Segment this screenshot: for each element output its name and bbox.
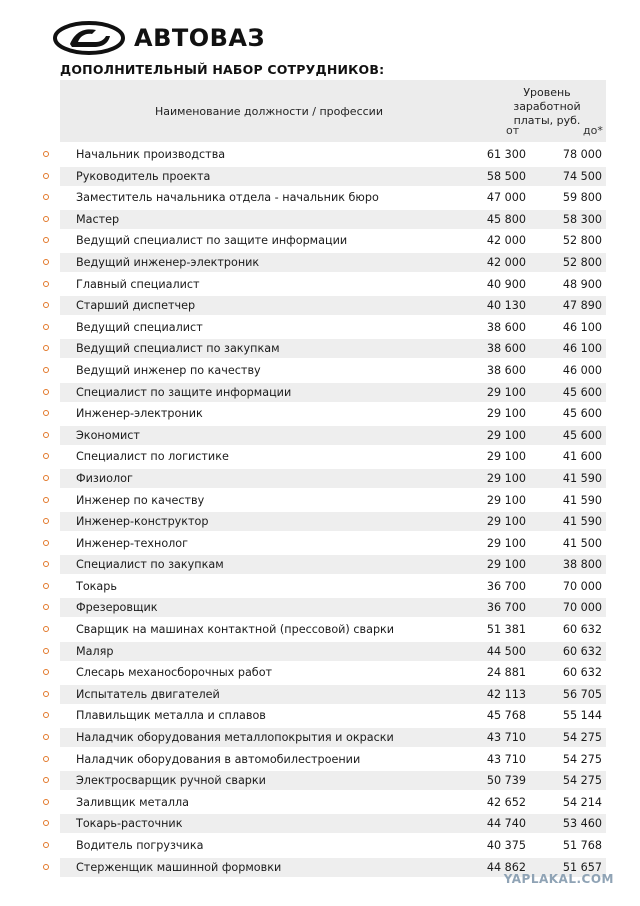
bullet-circle-icon (43, 173, 49, 179)
column-header-position: Наименование должности / профессии (155, 104, 383, 118)
position-name: Стерженщик машинной формовки (76, 860, 282, 874)
table-row (40, 209, 606, 231)
table-row (40, 295, 606, 317)
salary-to: 41 590 (562, 471, 602, 485)
salary-from: 29 100 (486, 471, 526, 485)
table-row (40, 403, 606, 425)
salary-from: 43 710 (486, 731, 526, 745)
table-row (40, 187, 606, 209)
bullet-circle-icon (43, 691, 49, 697)
position-name: Заместитель начальника отдела - начальник бюро (76, 191, 379, 205)
table-row (40, 792, 606, 814)
table-header (60, 80, 606, 142)
bullet-circle-icon (43, 302, 49, 308)
position-name: Ведущий инженер по качеству (76, 363, 261, 377)
position-name: Руководитель проекта (76, 169, 211, 183)
position-name: Наладчик оборудования металлопокрытия и окраски (76, 731, 394, 745)
salary-from: 61 300 (486, 148, 526, 161)
bullet-circle-icon (43, 151, 49, 157)
column-header-from: от (506, 124, 520, 137)
bullet-circle-icon (43, 259, 49, 265)
position-name: Физиолог (76, 471, 133, 485)
salary-from: 47 000 (486, 191, 526, 205)
table-row (40, 511, 606, 533)
table-row (40, 619, 606, 641)
column-header-salary-line2: платы, руб. (513, 114, 581, 127)
table-row (40, 813, 606, 835)
brand-name: АВТОВАЗ (134, 24, 266, 52)
position-name: Инженер-технолог (76, 536, 189, 550)
salary-to: 74 500 (562, 169, 602, 183)
salary-to: 45 600 (562, 385, 602, 399)
salary-to: 53 460 (562, 817, 602, 831)
salary-from: 36 700 (486, 601, 526, 615)
table-row (40, 468, 606, 490)
table-row (40, 166, 606, 188)
salary-to: 58 300 (562, 212, 602, 226)
position-name: Маляр (76, 644, 114, 658)
salary-to: 51 768 (562, 839, 602, 852)
salary-to: 70 000 (562, 601, 602, 615)
position-name: Старший диспетчер (76, 299, 196, 313)
position-name: Токарь-расточник (76, 817, 183, 831)
salary-to: 54 275 (562, 731, 602, 745)
salary-from: 38 600 (486, 363, 526, 377)
salary-to: 60 632 (562, 666, 602, 680)
table-row (40, 446, 606, 468)
salary-from: 29 100 (486, 385, 526, 399)
salary-to: 46 100 (562, 320, 602, 334)
position-name: Начальник производства (76, 148, 226, 161)
salary-to: 52 800 (562, 234, 602, 248)
table-row (40, 230, 606, 252)
position-name: Наладчик оборудования в автомобилестроении (76, 752, 361, 766)
position-name: Токарь (76, 579, 117, 593)
salary-from: 29 100 (486, 493, 526, 507)
bullet-circle-icon (43, 367, 49, 373)
bullet-circle-icon (43, 389, 49, 395)
salary-from: 50 739 (486, 774, 526, 788)
bullet-circle-icon (43, 864, 49, 870)
position-name: Электросварщик ручной сварки (76, 774, 266, 788)
bullet-circle-icon (43, 561, 49, 567)
salary-to: 41 590 (562, 493, 602, 507)
table-row (40, 144, 606, 166)
position-name: Ведущий специалист (76, 320, 203, 334)
bullet-circle-icon (43, 497, 49, 503)
salary-from: 38 600 (486, 320, 526, 334)
salary-to: 60 632 (562, 623, 602, 637)
position-name: Заливщик металла (76, 795, 190, 809)
bullet-circle-icon (43, 237, 49, 243)
salary-from: 29 100 (486, 407, 526, 421)
table-row (40, 533, 606, 555)
table-row (40, 749, 606, 771)
bullet-circle-icon (43, 604, 49, 610)
salary-from: 29 100 (486, 558, 526, 572)
position-name: Ведущий специалист по защите информации (76, 234, 348, 248)
table-row (40, 425, 606, 447)
salary-from: 45 800 (486, 212, 526, 226)
salary-from: 38 600 (486, 342, 526, 356)
salary-to: 60 632 (562, 644, 602, 658)
position-name: Фрезеровщик (76, 601, 158, 615)
table-row (40, 770, 606, 792)
salary-to: 52 800 (562, 255, 602, 269)
table-row (40, 597, 606, 619)
salary-to: 56 705 (562, 687, 602, 701)
position-name: Экономист (76, 428, 140, 442)
bullet-circle-icon (43, 626, 49, 632)
salary-from: 45 768 (486, 709, 526, 723)
bullet-circle-icon (43, 799, 49, 805)
salary-from: 24 881 (486, 666, 526, 680)
salary-table (40, 80, 606, 878)
salary-to: 46 100 (562, 342, 602, 356)
salary-to: 54 214 (562, 795, 602, 809)
table-row (40, 360, 606, 382)
salary-from: 42 652 (486, 795, 526, 809)
position-name: Главный специалист (76, 277, 200, 291)
table-row (40, 338, 606, 360)
bullet-circle-icon (43, 777, 49, 783)
position-name: Мастер (76, 212, 120, 226)
bullet-circle-icon (43, 410, 49, 416)
salary-from: 36 700 (486, 579, 526, 593)
bullet-circle-icon (43, 842, 49, 848)
bullet-circle-icon (43, 583, 49, 589)
bullet-circle-icon (43, 281, 49, 287)
position-name: Слесарь механосборочных работ (76, 666, 273, 680)
column-header-to: до* (583, 124, 603, 137)
page-subtitle: ДОПОЛНИТЕЛЬНЫЙ НАБОР СОТРУДНИКОВ: (60, 62, 385, 77)
position-name: Инженер по качеству (76, 493, 205, 507)
position-name: Плавильщик металла и сплавов (76, 709, 266, 723)
salary-to: 41 600 (562, 450, 602, 464)
column-header-salary (488, 86, 606, 128)
table-body (40, 144, 606, 878)
salary-from: 58 500 (486, 169, 526, 183)
salary-to: 78 000 (562, 148, 602, 161)
position-name: Специалист по защите информации (76, 385, 292, 399)
table-row (40, 252, 606, 274)
bullet-circle-icon (43, 345, 49, 351)
salary-to: 70 000 (562, 579, 602, 593)
salary-to: 41 500 (562, 536, 602, 550)
bullet-circle-icon (43, 756, 49, 762)
salary-from: 42 000 (486, 234, 526, 248)
salary-to: 59 800 (562, 191, 602, 205)
salary-from: 29 100 (486, 515, 526, 529)
position-name: Сварщик на машинах контактной (прессовой) сварки (76, 623, 395, 637)
salary-to: 46 000 (562, 363, 602, 377)
bullet-circle-icon (43, 475, 49, 481)
salary-from: 44 740 (486, 817, 526, 831)
bullet-circle-icon (43, 540, 49, 546)
position-name: Инженер-конструктор (76, 515, 209, 529)
position-name: Ведущий инженер-электроник (76, 255, 260, 269)
bullet-circle-icon (43, 324, 49, 330)
salary-from: 29 100 (486, 536, 526, 550)
salary-to: 55 144 (562, 709, 602, 723)
table-row (40, 274, 606, 296)
salary-from: 51 381 (486, 623, 526, 637)
table-row (40, 490, 606, 512)
salary-to: 41 590 (562, 515, 602, 529)
bullet-circle-icon (43, 453, 49, 459)
bullet-circle-icon (43, 518, 49, 524)
table-row (40, 382, 606, 404)
salary-to: 54 275 (562, 774, 602, 788)
salary-to: 48 900 (562, 277, 602, 291)
table-row (40, 662, 606, 684)
position-name: Испытатель двигателей (76, 687, 220, 701)
column-header-salary-line1: Уровень заработной (513, 86, 581, 113)
brand-logo (52, 20, 265, 56)
salary-from: 29 100 (486, 428, 526, 442)
salary-from: 44 862 (486, 860, 526, 874)
table-row (40, 554, 606, 576)
table-row (40, 576, 606, 598)
bullet-circle-icon (43, 216, 49, 222)
salary-to: 38 800 (562, 558, 602, 572)
salary-to: 45 600 (562, 428, 602, 442)
bullet-circle-icon (43, 432, 49, 438)
table-row (40, 317, 606, 339)
salary-from: 40 900 (486, 277, 526, 291)
position-name: Инженер-электроник (76, 407, 203, 421)
table-row (40, 705, 606, 727)
bullet-circle-icon (43, 648, 49, 654)
salary-from: 42 113 (486, 687, 526, 701)
position-name: Специалист по закупкам (76, 558, 224, 572)
salary-from: 40 130 (486, 299, 526, 313)
table-row (40, 684, 606, 706)
salary-from: 29 100 (486, 450, 526, 464)
bullet-circle-icon (43, 820, 49, 826)
salary-from: 43 710 (486, 752, 526, 766)
table-row (40, 641, 606, 663)
salary-from: 42 000 (486, 255, 526, 269)
bullet-circle-icon (43, 194, 49, 200)
table-row (40, 727, 606, 749)
position-name: Водитель погрузчика (76, 839, 204, 852)
salary-to: 45 600 (562, 407, 602, 421)
lada-boat-logo-icon (52, 20, 126, 56)
salary-from: 44 500 (486, 644, 526, 658)
salary-to: 54 275 (562, 752, 602, 766)
salary-from: 40 375 (486, 839, 526, 852)
watermark: YAPLAKAL.COM (503, 872, 614, 886)
bullet-circle-icon (43, 712, 49, 718)
salary-to: 51 657 (562, 860, 602, 874)
table-row (40, 835, 606, 857)
position-name: Ведущий специалист по закупкам (76, 342, 280, 356)
bullet-circle-icon (43, 669, 49, 675)
bullet-circle-icon (43, 734, 49, 740)
position-name: Специалист по логистике (76, 450, 229, 464)
salary-to: 47 890 (562, 299, 602, 313)
